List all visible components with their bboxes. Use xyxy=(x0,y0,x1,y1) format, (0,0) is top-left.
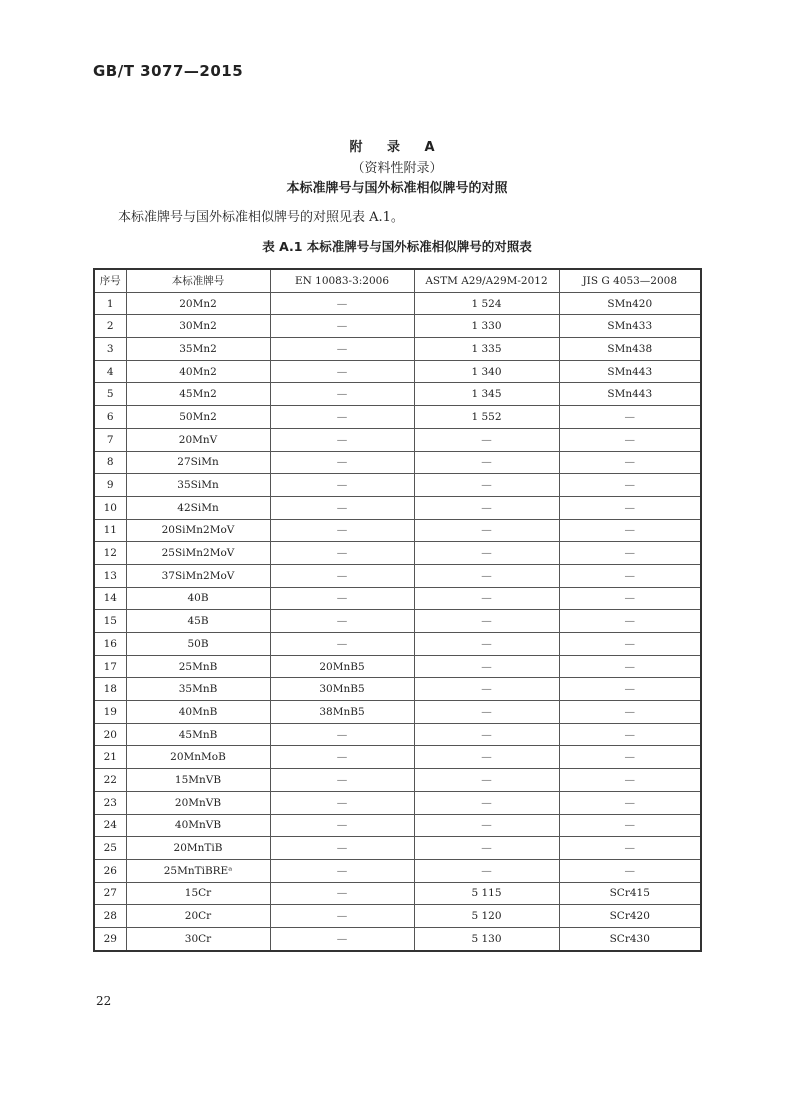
en-cell: — xyxy=(270,633,414,656)
astm-cell: — xyxy=(414,837,559,860)
row-index: 19 xyxy=(94,701,126,724)
row-index: 28 xyxy=(94,905,126,928)
grade-cell: 35Mn2 xyxy=(126,338,270,361)
row-index: 26 xyxy=(94,859,126,882)
table-row xyxy=(94,292,701,315)
row-index: 1 xyxy=(94,292,126,315)
astm-cell: — xyxy=(414,496,559,519)
table-row xyxy=(94,791,701,814)
table-row xyxy=(94,360,701,383)
jis-cell: — xyxy=(559,496,701,519)
column-header-jis: JIS G 4053—2008 xyxy=(559,269,701,292)
grade-cell: 40Mn2 xyxy=(126,360,270,383)
jis-cell: — xyxy=(559,678,701,701)
astm-cell: — xyxy=(414,859,559,882)
en-cell: — xyxy=(270,723,414,746)
column-header-index: 序号 xyxy=(94,269,126,292)
en-cell: — xyxy=(270,882,414,905)
comparison-table xyxy=(93,268,702,952)
jis-cell: — xyxy=(559,769,701,792)
grade-cell: 40B xyxy=(126,587,270,610)
column-header-en: EN 10083-3:2006 xyxy=(270,269,414,292)
en-cell: — xyxy=(270,315,414,338)
table-row xyxy=(94,905,701,928)
grade-cell: 15Cr xyxy=(126,882,270,905)
grade-cell: 30Cr xyxy=(126,927,270,950)
astm-cell: — xyxy=(414,474,559,497)
astm-cell: 1 552 xyxy=(414,406,559,429)
row-index: 27 xyxy=(94,882,126,905)
row-index: 21 xyxy=(94,746,126,769)
row-index: 8 xyxy=(94,451,126,474)
row-index: 18 xyxy=(94,678,126,701)
astm-cell: — xyxy=(414,633,559,656)
page-number: 22 xyxy=(96,994,112,1008)
annex-subject: 本标准牌号与国外标准相似牌号的对照 xyxy=(286,181,508,196)
row-index: 12 xyxy=(94,542,126,565)
astm-cell: — xyxy=(414,723,559,746)
grade-cell: 25MnTiBREᵃ xyxy=(126,859,270,882)
grade-cell: 50B xyxy=(126,633,270,656)
row-index: 24 xyxy=(94,814,126,837)
table-row xyxy=(94,746,701,769)
en-cell: — xyxy=(270,814,414,837)
row-index: 2 xyxy=(94,315,126,338)
grade-cell: 37SiMn2MoV xyxy=(126,564,270,587)
row-index: 16 xyxy=(94,633,126,656)
grade-cell: 20MnV xyxy=(126,428,270,451)
jis-cell: SMn433 xyxy=(559,315,701,338)
en-cell: — xyxy=(270,769,414,792)
jis-cell: SMn438 xyxy=(559,338,701,361)
en-cell: — xyxy=(270,406,414,429)
grade-cell: 50Mn2 xyxy=(126,406,270,429)
astm-cell: — xyxy=(414,746,559,769)
en-cell: — xyxy=(270,360,414,383)
grade-cell: 27SiMn xyxy=(126,451,270,474)
en-cell: — xyxy=(270,519,414,542)
table-row xyxy=(94,814,701,837)
row-index: 23 xyxy=(94,791,126,814)
table-row xyxy=(94,564,701,587)
table-row xyxy=(94,633,701,656)
row-index: 6 xyxy=(94,406,126,429)
row-index: 9 xyxy=(94,474,126,497)
astm-cell: — xyxy=(414,701,559,724)
grade-cell: 20Cr xyxy=(126,905,270,928)
jis-cell: SCr420 xyxy=(559,905,701,928)
astm-cell: — xyxy=(414,542,559,565)
table-row xyxy=(94,519,701,542)
grade-cell: 15MnVB xyxy=(126,769,270,792)
row-index: 14 xyxy=(94,587,126,610)
table-row xyxy=(94,338,701,361)
astm-cell: — xyxy=(414,451,559,474)
jis-cell: — xyxy=(559,791,701,814)
table-row xyxy=(94,723,701,746)
intro-paragraph: 本标准牌号与国外标准相似牌号的对照见表 A.1。 xyxy=(118,210,404,225)
column-header-grade: 本标准牌号 xyxy=(126,269,270,292)
table-row xyxy=(94,701,701,724)
row-index: 10 xyxy=(94,496,126,519)
annex-type: （资料性附录） xyxy=(351,161,443,176)
astm-cell: 5 115 xyxy=(414,882,559,905)
astm-cell: — xyxy=(414,769,559,792)
astm-cell: — xyxy=(414,814,559,837)
row-index: 29 xyxy=(94,927,126,950)
astm-cell: — xyxy=(414,587,559,610)
en-cell: — xyxy=(270,292,414,315)
standard-code: GB/T 3077—2015 xyxy=(93,62,244,80)
table-row xyxy=(94,655,701,678)
en-cell: — xyxy=(270,746,414,769)
astm-cell: 5 130 xyxy=(414,927,559,950)
row-index: 20 xyxy=(94,723,126,746)
row-index: 13 xyxy=(94,564,126,587)
jis-cell: — xyxy=(559,837,701,860)
en-cell: — xyxy=(270,564,414,587)
annex-title: 附 录 A xyxy=(349,140,445,155)
table-row xyxy=(94,406,701,429)
en-cell: — xyxy=(270,542,414,565)
en-cell: — xyxy=(270,859,414,882)
jis-cell: — xyxy=(559,564,701,587)
row-index: 5 xyxy=(94,383,126,406)
jis-cell: — xyxy=(559,701,701,724)
en-cell: — xyxy=(270,610,414,633)
en-cell: — xyxy=(270,791,414,814)
astm-cell: 1 345 xyxy=(414,383,559,406)
grade-cell: 20Mn2 xyxy=(126,292,270,315)
astm-cell: — xyxy=(414,655,559,678)
grade-cell: 30Mn2 xyxy=(126,315,270,338)
jis-cell: SCr430 xyxy=(559,927,701,950)
jis-cell: — xyxy=(559,859,701,882)
table-row xyxy=(94,315,701,338)
en-cell: 30MnB5 xyxy=(270,678,414,701)
grade-cell: 45Mn2 xyxy=(126,383,270,406)
table-row xyxy=(94,496,701,519)
grade-cell: 20MnTiB xyxy=(126,837,270,860)
column-header-astm: ASTM A29/A29M-2012 xyxy=(414,269,559,292)
table-row xyxy=(94,383,701,406)
table-row xyxy=(94,678,701,701)
jis-cell: SCr415 xyxy=(559,882,701,905)
en-cell: — xyxy=(270,474,414,497)
table-caption: 表 A.1 本标准牌号与国外标准相似牌号的对照表 xyxy=(262,239,532,254)
row-index: 7 xyxy=(94,428,126,451)
jis-cell: SMn443 xyxy=(559,360,701,383)
astm-cell: — xyxy=(414,610,559,633)
jis-cell: — xyxy=(559,610,701,633)
grade-cell: 35SiMn xyxy=(126,474,270,497)
jis-cell: SMn443 xyxy=(559,383,701,406)
row-index: 11 xyxy=(94,519,126,542)
grade-cell: 25SiMn2MoV xyxy=(126,542,270,565)
jis-cell: — xyxy=(559,451,701,474)
grade-cell: 25MnB xyxy=(126,655,270,678)
grade-cell: 20MnMoB xyxy=(126,746,270,769)
en-cell: — xyxy=(270,338,414,361)
grade-cell: 40MnB xyxy=(126,701,270,724)
en-cell: 38MnB5 xyxy=(270,701,414,724)
jis-cell: — xyxy=(559,542,701,565)
row-index: 22 xyxy=(94,769,126,792)
astm-cell: 1 335 xyxy=(414,338,559,361)
en-cell: — xyxy=(270,383,414,406)
grade-cell: 42SiMn xyxy=(126,496,270,519)
grade-cell: 40MnVB xyxy=(126,814,270,837)
jis-cell: — xyxy=(559,723,701,746)
en-cell: — xyxy=(270,927,414,950)
table-row xyxy=(94,837,701,860)
table-row xyxy=(94,859,701,882)
row-index: 15 xyxy=(94,610,126,633)
en-cell: — xyxy=(270,587,414,610)
astm-cell: — xyxy=(414,564,559,587)
row-index: 25 xyxy=(94,837,126,860)
table-row xyxy=(94,769,701,792)
astm-cell: — xyxy=(414,678,559,701)
grade-cell: 45MnB xyxy=(126,723,270,746)
en-cell: — xyxy=(270,905,414,928)
table-row xyxy=(94,927,701,950)
jis-cell: — xyxy=(559,428,701,451)
en-cell: — xyxy=(270,428,414,451)
astm-cell: 5 120 xyxy=(414,905,559,928)
row-index: 17 xyxy=(94,655,126,678)
jis-cell: — xyxy=(559,814,701,837)
en-cell: — xyxy=(270,496,414,519)
en-cell: — xyxy=(270,451,414,474)
jis-cell: — xyxy=(559,655,701,678)
grade-cell: 45B xyxy=(126,610,270,633)
en-cell: 20MnB5 xyxy=(270,655,414,678)
row-index: 3 xyxy=(94,338,126,361)
table-header-row xyxy=(94,269,701,292)
astm-cell: — xyxy=(414,519,559,542)
table-body xyxy=(94,292,701,950)
jis-cell: SMn420 xyxy=(559,292,701,315)
jis-cell: — xyxy=(559,587,701,610)
table-row xyxy=(94,451,701,474)
astm-cell: — xyxy=(414,428,559,451)
grade-cell: 20MnVB xyxy=(126,791,270,814)
astm-cell: — xyxy=(414,791,559,814)
row-index: 4 xyxy=(94,360,126,383)
astm-cell: 1 524 xyxy=(414,292,559,315)
astm-cell: 1 340 xyxy=(414,360,559,383)
table-row xyxy=(94,474,701,497)
grade-cell: 35MnB xyxy=(126,678,270,701)
grade-cell: 20SiMn2MoV xyxy=(126,519,270,542)
astm-cell: 1 330 xyxy=(414,315,559,338)
jis-cell: — xyxy=(559,519,701,542)
jis-cell: — xyxy=(559,746,701,769)
table-row xyxy=(94,428,701,451)
table-row xyxy=(94,882,701,905)
table-row xyxy=(94,587,701,610)
en-cell: — xyxy=(270,837,414,860)
jis-cell: — xyxy=(559,633,701,656)
table-row xyxy=(94,610,701,633)
jis-cell: — xyxy=(559,474,701,497)
jis-cell: — xyxy=(559,406,701,429)
table-row xyxy=(94,542,701,565)
